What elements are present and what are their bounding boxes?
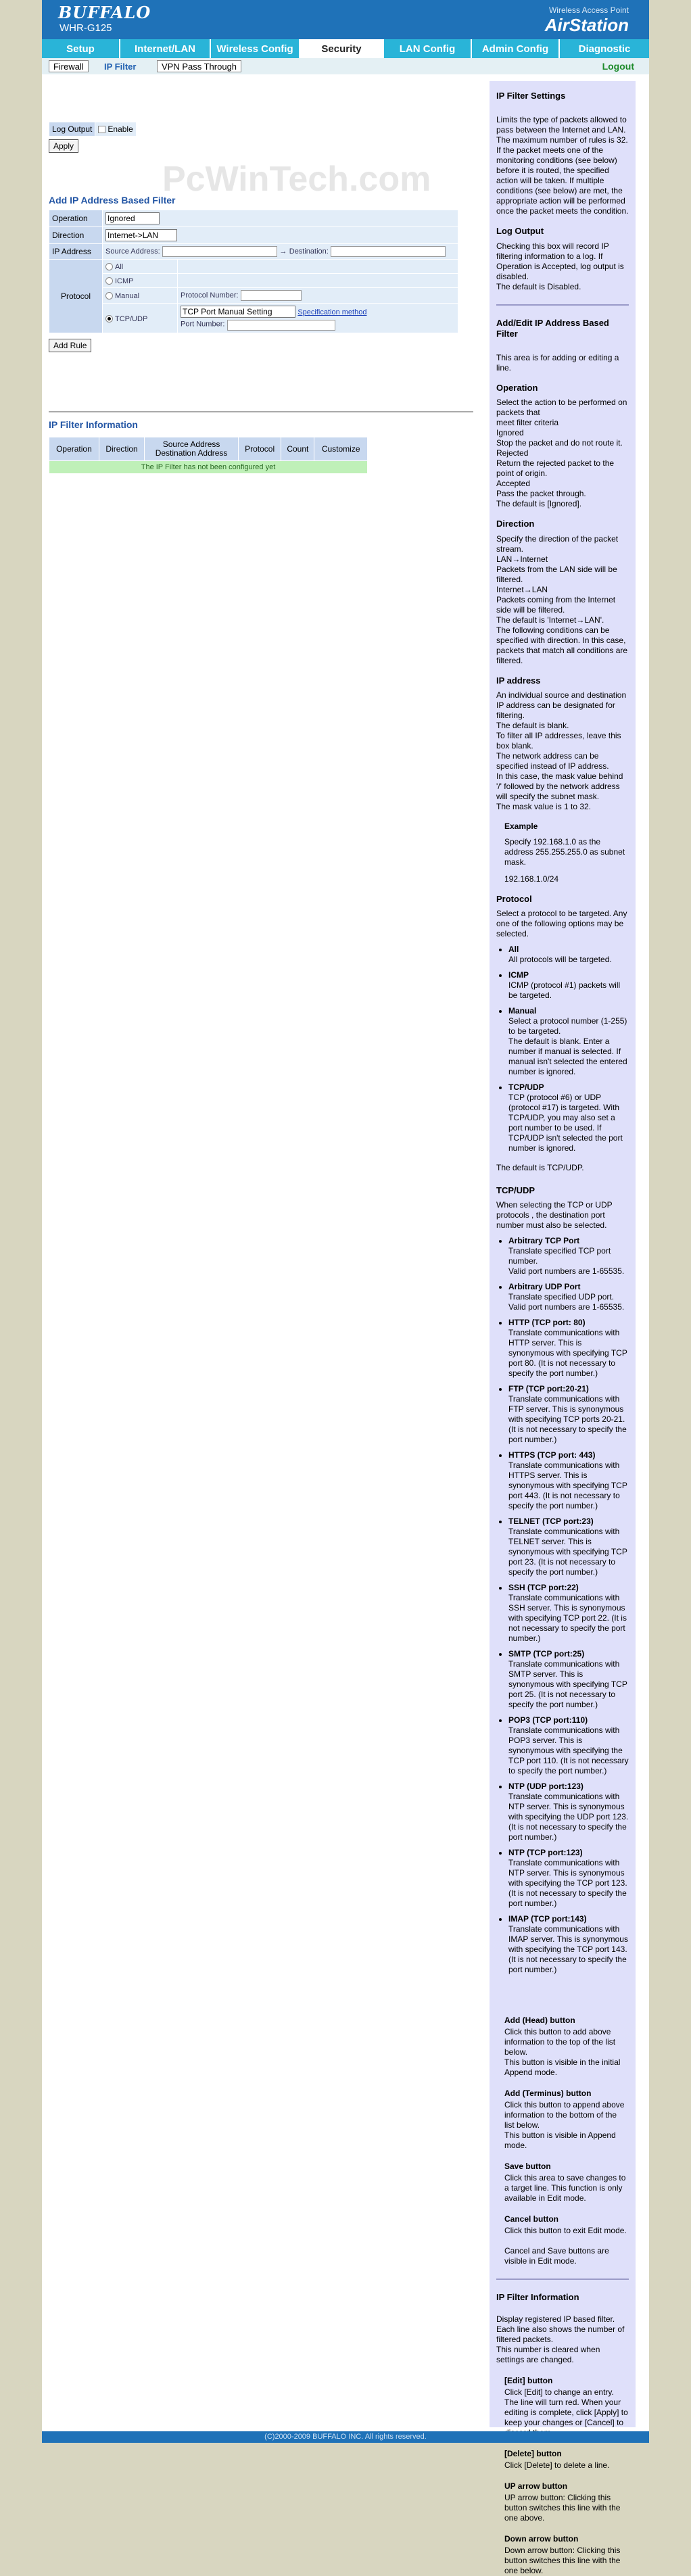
help-down-title: Down arrow button [504,2533,579,2544]
add-filter-section [49,195,475,352]
col-count: Count [281,437,314,460]
list-item: • HTTP (TCP port: 80) Translate communications with HTTP server. This is synonymous with specifying TCP port 80. (It is not necessary to specify the port number.) [508,1318,629,1379]
help-divider [496,2279,629,2280]
divider-line [49,411,473,412]
main-tabs [42,39,649,58]
add-filter-title: Add IP Address Based Filter [49,195,176,206]
help-up-text: UP arrow button: Clicking this button switches this line with the one above. [504,2492,621,2523]
tab-setup[interactable]: Setup [42,39,120,58]
help-buttons-block [504,2016,629,2266]
help-save-title: Save button [504,2162,551,2172]
filter-info-section [49,419,368,474]
empty-message: The IP Filter has not been configured yet [49,461,367,473]
radio-manual[interactable] [105,292,113,300]
ip-address-label: IP Address [49,244,102,259]
list-item: • FTP (TCP port:20-21) Translate communications with FTP server. This is synonymous with specifying TCP ports 20-21. (It is not necessary to specify the port number.) [508,1384,629,1445]
brand-logo: BUFFALO [58,3,151,22]
help-cancel-text: Click this button to exit Edit mode. Cancel and Save buttons are visible in Edit mode. [504,2226,627,2266]
port-number-input[interactable] [227,320,335,331]
help-sidebar [490,81,636,2575]
filter-info-table [49,437,368,474]
destination-label: Destination: [289,247,329,256]
radio-tcpudp-label: TCP/UDP [115,314,148,323]
header-bar [42,0,649,39]
list-item: • Manual Select a protocol number (1-255) to be targeted. The default is blank. Enter a number if manual is selected. If manual isn't selected the entered number is ignored. [508,1006,629,1077]
help-delete-title: [Delete] button [504,2448,562,2458]
help-save-text: Click this area to save changes to a target line. This function is only available in Edit mode. [504,2173,626,2203]
radio-all-label: All [115,263,124,271]
arrow-icon: → [279,247,287,256]
protocol-number-label: Protocol Number: [181,291,239,300]
radio-manual-label: Manual [115,292,140,300]
apply-button[interactable]: Apply [49,139,78,153]
destination-input[interactable] [331,246,446,257]
col-direction: Direction [99,437,144,460]
help-ip-filter-text: Limits the type of packets allowed to pass between the Internet and LAN. The maximum number of rules is 32. If the packet meets one of the monitoring conditions (see below) before it is routed, the specified action will be taken. If multiple conditions (see below) are met, the appropriate action will be performed once the packet meets the condition. [496,115,629,216]
help-protocol-list [508,945,629,1153]
help-example-title: Example [504,821,538,831]
port-number-label: Port Number: [181,320,225,329]
log-enable-label: Enable [108,124,133,134]
help-add-head-text: Click this button to add above information to the top of the list below. This button is visible in the initial Append mode. [504,2027,621,2078]
subtab-vpn-pass-through[interactable]: VPN Pass Through [157,60,241,72]
logout-link[interactable]: Logout [602,61,634,72]
source-address-input[interactable] [162,246,277,257]
help-ip-filter-title: IP Filter Settings [496,91,566,101]
subtab-firewall[interactable]: Firewall [49,60,89,72]
operation-label: Operation [49,210,102,226]
col-addresses: Source Address Destination Address [145,437,238,460]
list-item: • HTTPS (TCP port: 443) Translate communications with HTTPS server. This is synonymous with specifying TCP port 443. (It is not necessary to specify the port number.) [508,1450,629,1511]
list-item: • All All protocols will be targeted. [508,945,629,965]
specification-method-link[interactable]: Specification method [297,308,367,316]
tab-diagnostic[interactable]: Diagnostic [560,39,649,58]
help-cancel-title: Cancel button [504,2214,558,2224]
section-divider [49,411,473,412]
help-edit-text: Click [Edit] to change an entry. The line will turn red. When your editing is complete, click [Apply] to keep your changes or [Cancel] to [504,2387,628,2427]
list-item: • SSH (TCP port:22) Translate communications with SSH server. This is synonymous with specifying TCP port 22. (It is not necessary to specify the port number.) [508,1583,629,1644]
source-address-label: Source Address: [105,247,160,256]
help-example-value: 192.168.1.0/24 [504,874,559,884]
add-filter-table [49,210,458,333]
help-edit-title: [Edit] button [504,2375,553,2385]
tab-lan-config[interactable]: LAN Config [384,39,472,58]
help-info-buttons [504,2376,629,2576]
help-ipaddress-title: IP address [496,675,541,686]
radio-icmp-label: ICMP [115,277,134,285]
log-output-table [49,122,137,137]
subtab-ip-filter[interactable]: IP Filter [104,61,137,72]
help-log-output-text: Checking this box will record IP filtering information to a log. If Operation is Accepted, log output is disabled. The default is Disabled. [496,241,624,291]
port-setting-select[interactable]: TCP Port Manual Setting [181,306,295,318]
help-add-edit-text: This area is for adding or editing a line. [496,353,619,373]
col-operation: Operation [49,437,99,460]
tab-wireless-config[interactable]: Wireless Config [211,39,300,58]
col-protocol: Protocol [239,437,281,460]
help-example-block [504,821,629,884]
help-down-text: Down arrow button: Clicking this button switches this line with the one below. [504,2545,621,2575]
tab-security[interactable]: Security [300,39,384,58]
help-protocol-title: Protocol [496,893,532,904]
add-rule-button[interactable]: Add Rule [49,339,91,352]
list-item: • NTP (TCP port:123) Translate communications with NTP server. This is synonymous with specifying the TCP port 123. (It is not necessary to specify the port number.) [508,1848,629,1909]
help-direction-text: Specify the direction of the packet stream. LAN→Internet Packets from the LAN side will be filtered. Internet→LAN Packets coming from the Internet side will be filtered. The default is 'Internet→LAN'. The following conditions can be specified with direction. In this case, packets that match all conditions are filtered. [496,533,628,665]
help-delete-text: Click [Delete] to delete a line. [504,2460,610,2470]
help-protocol-default: The default is TCP/UDP. [496,1163,584,1172]
sub-navigation [42,58,649,74]
help-add-terminus-title: Add (Terminus) button [504,2089,592,2099]
product-name: AirStation [544,15,629,35]
help-operation-title: Operation [496,383,538,393]
protocol-number-input[interactable] [241,290,302,301]
radio-all[interactable] [105,263,113,270]
direction-select[interactable]: Internet->LAN [105,229,177,241]
help-ipaddress-text: An individual source and destination IP address can be designated for filtering. The default is blank. To filter all IP addresses, leave this box blank. The network address can be specified instead of IP address. In this case, the mask value behind '/' followed by the network address will specify the subnet mask. The mask value is 1 to 32. [496,690,627,811]
help-port-list [508,1236,629,1975]
model-name: WHR-G125 [59,22,112,34]
help-add-edit-title: Add/Edit IP Address Based Filter [496,317,609,339]
help-example-text: Specify 192.168.1.0 as the address 255.255.255.0 as subnet mask. [504,836,625,867]
list-item: • POP3 (TCP port:110) Translate communications with POP3 server. This is synonymous with specifying the TCP port 110. (It is not necessary to specify the port number.) [508,1715,629,1776]
list-item: • ICMP ICMP (protocol #1) packets will be targeted. [508,970,629,1001]
footer-copyright: (C)2000-2009 BUFFALO INC. All rights reserved. [42,2431,649,2443]
help-add-terminus-text: Click this button to append above information to the bottom of the list below. This button is visible in Append mode. [504,2100,625,2151]
list-item: • SMTP (TCP port:25) Translate communications with SMTP server. This is synonymous with specifying TCP port 25. (It is not necessary to specify the port number.) [508,1649,629,1710]
log-output-label: Log Output [49,122,95,136]
radio-icmp[interactable] [105,277,113,285]
list-item: • TELNET (TCP port:23) Translate communications with TELNET server. This is synonymous with specifying TCP port 23. (It is not necessary to specify the port number.) [508,1517,629,1577]
help-operation-text: Select the action to be performed on packets that meet filter criteria Ignored Stop the packet and do not route it. Rejected Return the rejected packet to the point of origin. Accepted Pass the packet through. The default is [Ignored]. [496,398,627,509]
tab-internet-lan[interactable]: Internet/LAN [120,39,211,58]
list-item: • IMAP (TCP port:143) Translate communications with IMAP server. This is synonymous with specifying the TCP port 143. (It is not necessary to specify the port number.) [508,1914,629,1975]
help-up-title: UP arrow button [504,2481,568,2491]
help-tcpudp-title: TCP/UDP [496,1185,535,1195]
help-add-head-title: Add (Head) button [504,2016,575,2026]
watermark: PcWinTech.com [162,160,431,199]
help-log-output-title: Log Output [496,226,544,237]
operation-select[interactable]: Ignored [105,212,160,224]
filter-info-title: IP Filter Information [49,419,138,430]
protocol-label: Protocol [49,260,102,333]
log-output-value [95,122,135,136]
col-customize: Customize [314,437,367,460]
list-item: • Arbitrary UDP Port Translate specified UDP port. Valid port numbers are 1-65535. [508,1282,629,1312]
help-info-text: Display registered IP based filter. Each line also shows the number of filtered packets. This number is cleared when settings are changed. [496,2314,625,2364]
tab-admin-config[interactable]: Admin Config [472,39,560,58]
list-item: • NTP (UDP port:123) Translate communications with NTP server. This is synonymous with specifying the UDP port 123. (It is not necessary to specify the port number.) [508,1782,629,1842]
list-item: • Arbitrary TCP Port Translate specified TCP port number. Valid port numbers are 1-65535. [508,1236,629,1277]
product-line: Wireless Access Point [548,5,629,15]
help-divider [496,304,629,306]
help-tcpudp-text: When selecting the TCP or UDP protocols , the destination port number must also be selected. [496,1200,613,1231]
help-protocol-text: Select a protocol to be targeted. Any one of the following options may be selected. [496,909,627,938]
direction-label: Direction [49,227,102,243]
list-item: • TCP/UDP TCP (protocol #6) or UDP (protocol #17) is targeted. With TCP/UDP, you may also set a port number to be used. If TCP/UDP isn't selected the port number is ignored. [508,1082,629,1153]
help-info-title: IP Filter Information [496,2292,579,2303]
log-output-row [49,122,137,153]
help-direction-title: Direction [496,519,535,529]
radio-tcpudp[interactable] [105,315,113,323]
log-enable-checkbox[interactable] [98,126,105,133]
